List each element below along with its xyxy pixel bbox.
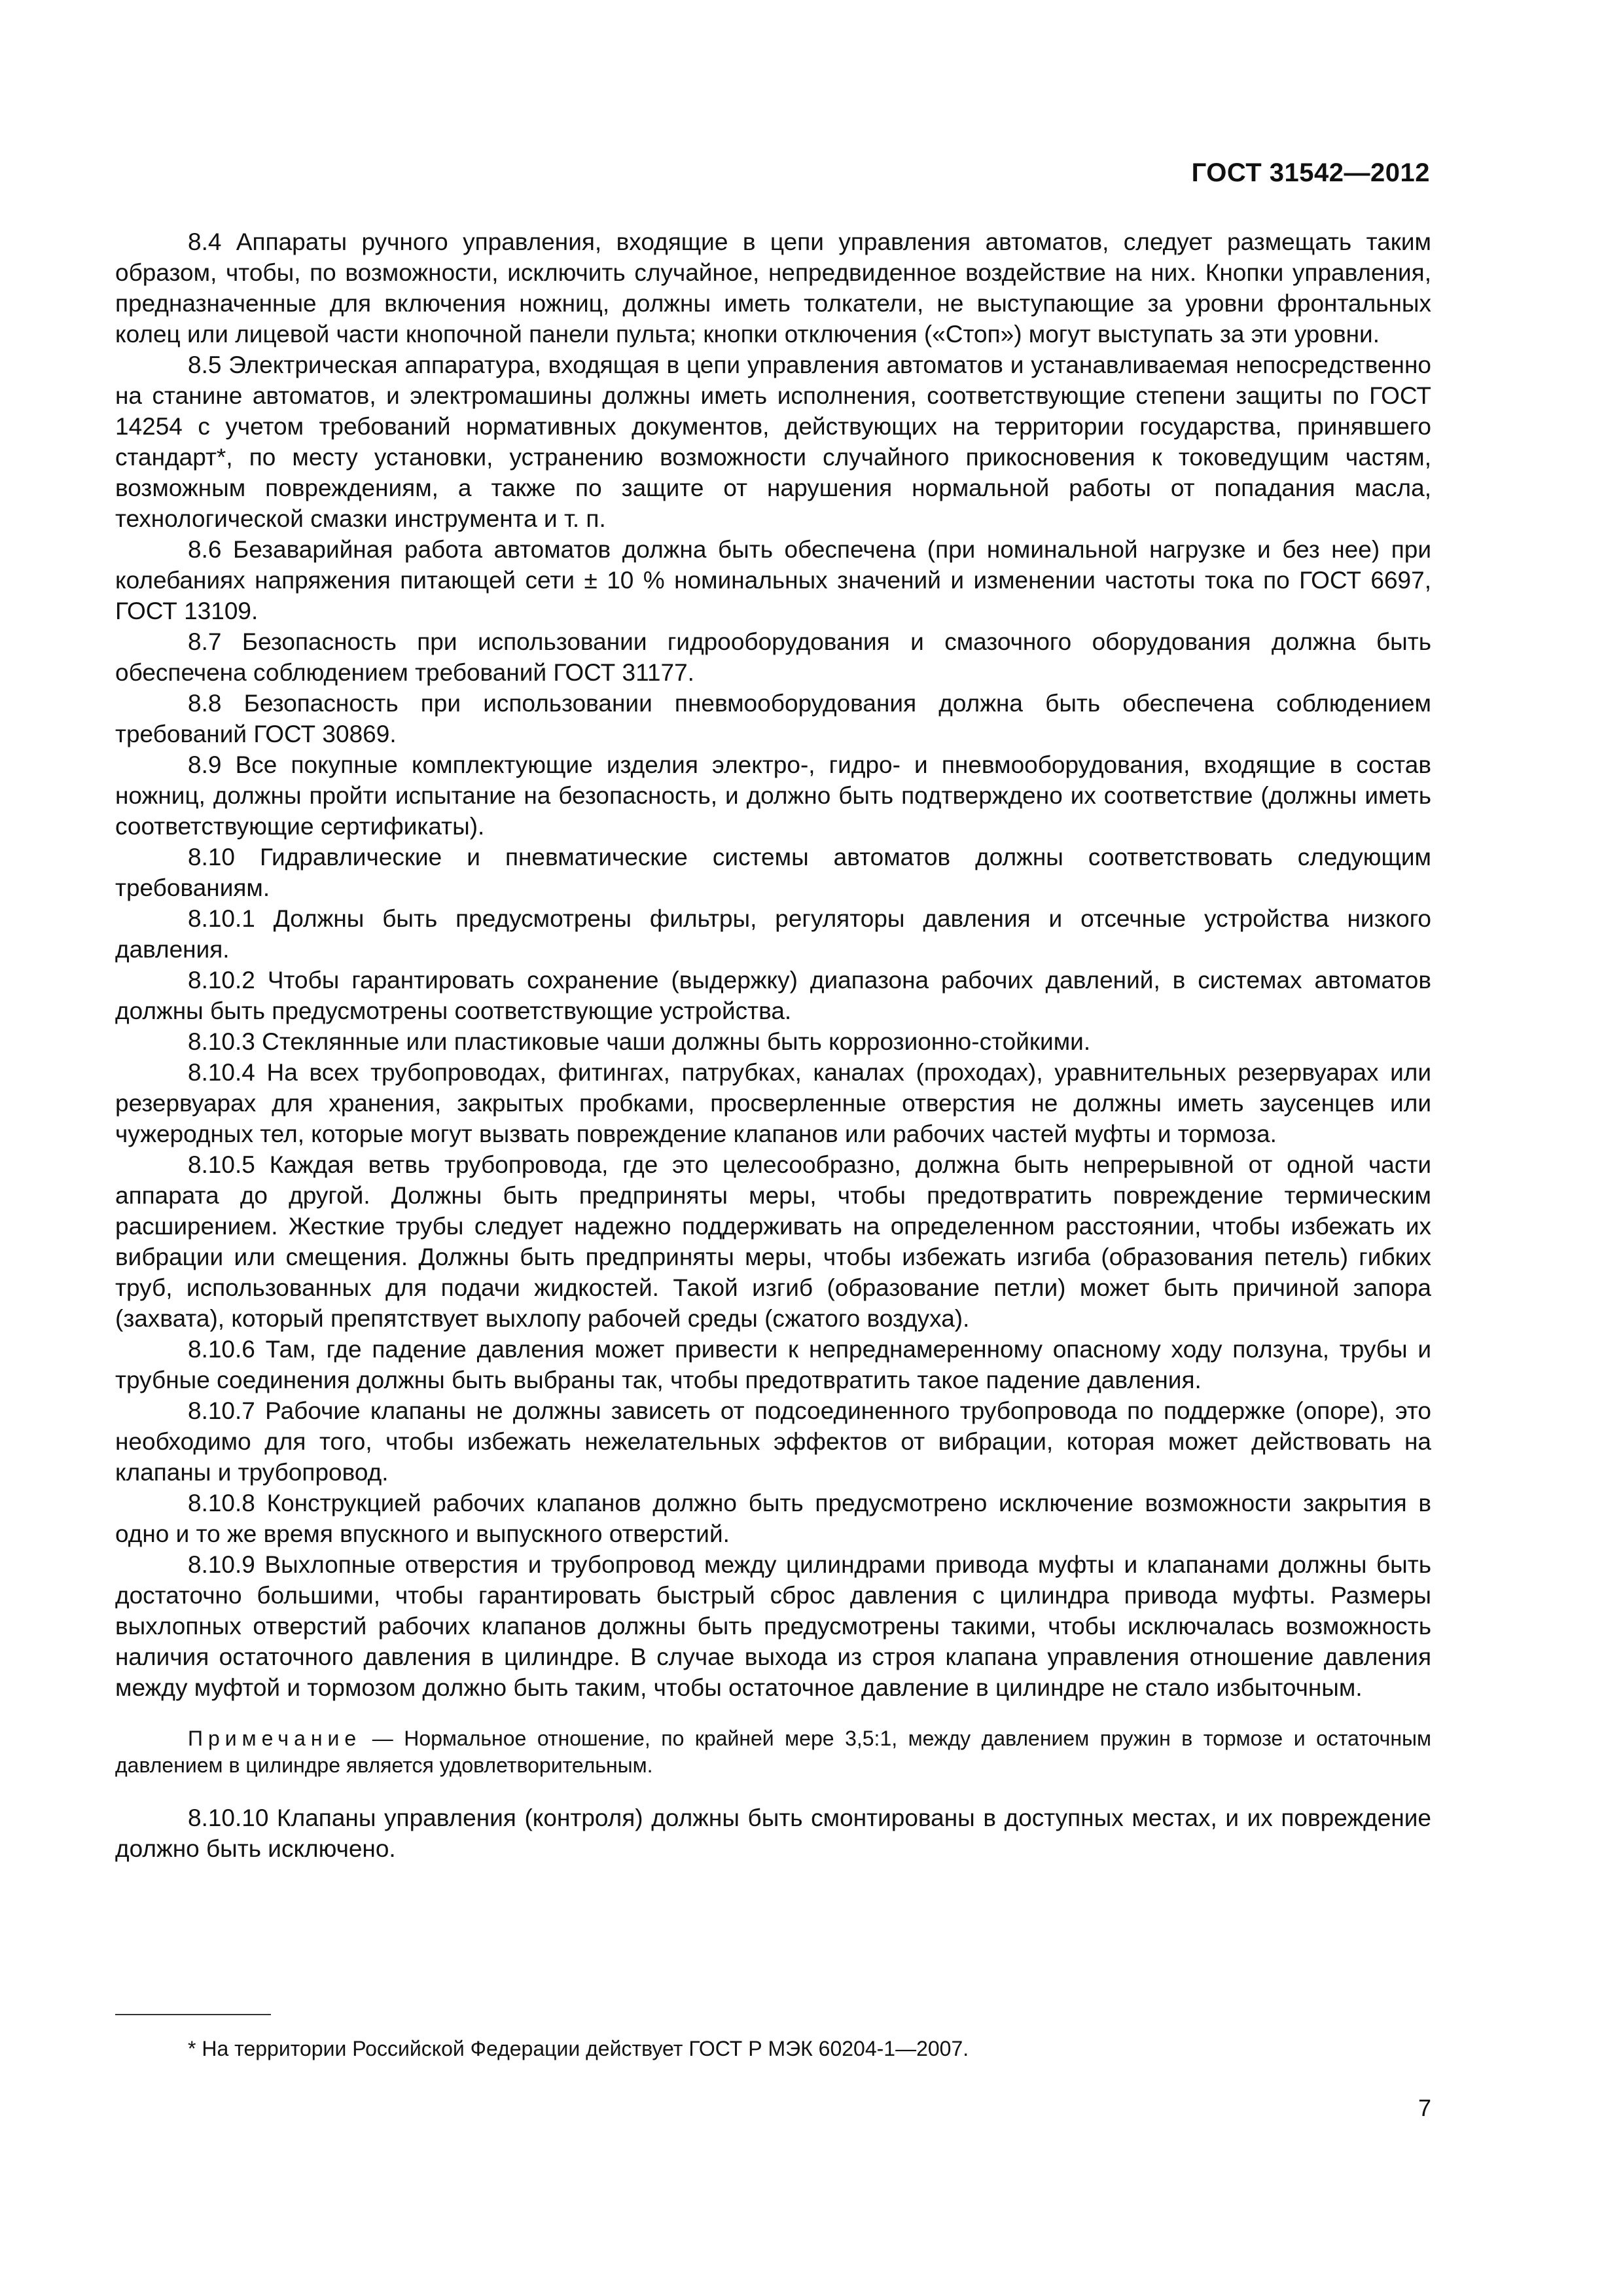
paragraph-8-10-4: 8.10.4 На всех трубопроводах, фитингах, патрубках, каналах (проходах), уравнительных резервуарах или резервуарах для хранения, закрытых пробками, просверленные отверстия не должны иметь заусенцев или чужеродных тел, которые могут вызвать повреждение клапанов или рабочих частей муфты и тормоза. [115, 1059, 1431, 1147]
footnote: * На территории Российской Федерации действует ГОСТ Р МЭК 60204-1—2007. [188, 2037, 969, 2060]
paragraph-8-7: 8.7 Безопасность при использовании гидрооборудования и смазочного оборудования должна быть обеспечена соблюдением требований ГОСТ 31177. [115, 628, 1431, 686]
paragraph-8-10-10: 8.10.10 Клапаны управления (контроля) должны быть смонтированы в доступных местах, и их повреждение должно быть исключено. [115, 1804, 1431, 1862]
paragraph-8-9: 8.9 Все покупные комплектующие изделия электро-, гидро- и пневмооборудования, входящие в состав ножниц, должны пройти испытание на безопасность, и должно быть подтверждено их соответствие (должны иметь соответствующие сертификаты). [115, 751, 1431, 840]
note [115, 1725, 1431, 1779]
paragraph-8-10-3: 8.10.3 Стеклянные или пластиковые чаши должны быть коррозионно-стойкими. [188, 1028, 1091, 1055]
paragraph-8-10-7: 8.10.7 Рабочие клапаны не должны зависеть от подсоединенного трубопровода по поддержке (опоре), это необходимо для того, чтобы избежать нежелательных эффектов от вибрации, которая может действовать на клапаны и трубопровод. [115, 1397, 1431, 1486]
paragraph-8-10-8: 8.10.8 Конструкцией рабочих клапанов должно быть предусмотрено исключение возможности закрытия в одно и то же время впускного и выпускного отверстий. [115, 1490, 1431, 1547]
paragraph-8-10-5: 8.10.5 Каждая ветвь трубопровода, где это целесообразно, должна быть непрерывной от одной части аппарата до другой. Должны быть предприняты меры, чтобы предотвратить повреждение термическим расширением. Жесткие трубы следует надежно поддерживать на определенном расстоянии, чтобы избежать их вибрации или смещения. Должны быть предприняты меры, чтобы избежать изгиба (образования петель) гибких труб, использованных для подачи жидкостей. Такой изгиб (образование петли) может быть причиной запора (захвата), который препятствует выхлопу рабочей среды (сжатого воздуха). [115, 1151, 1431, 1332]
page-number: 7 [1418, 2094, 1431, 2121]
footnote-divider [115, 2014, 271, 2015]
paragraph-8-5: 8.5 Электрическая аппаратура, входящая в цепи управления автоматов и устанавливаемая непосредственно на станине автоматов, и электромашины должны иметь исполнения, соответствующие степени защиты по ГОСТ 14254 с учетом требований нормативных документов, действующих на территории государства, принявшего стандарт*, по месту установки, устранению возможности случайного прикосновения к токоведущим частям, возможным повреждениям, а также по защите от нарушения нормальной работы от попадания масла, технологической смазки инструмента и т. п. [115, 351, 1431, 532]
paragraph-8-10-6: 8.10.6 Там, где падение давления может привести к непреднамеренному опасному ходу ползуна, трубы и трубные соединения должны быть выбраны так, чтобы предотвратить такое падение давления. [115, 1336, 1431, 1393]
paragraph-8-8: 8.8 Безопасность при использовании пневмооборудования должна быть обеспечена соблюдением требований ГОСТ 30869. [115, 690, 1431, 747]
paragraph-8-10-1: 8.10.1 Должны быть предусмотрены фильтры, регуляторы давления и отсечные устройства низкого давления. [115, 905, 1431, 963]
paragraph-8-10-2: 8.10.2 Чтобы гарантировать сохранение (выдержку) диапазона рабочих давлений, в системах автоматов должны быть предусмотрены соответствующие устройства. [115, 967, 1431, 1024]
paragraph-8-10: 8.10 Гидравлические и пневматические системы автоматов должны соответствовать следующим требованиям. [115, 844, 1431, 901]
note-label: Примечание [188, 1727, 362, 1750]
paragraph-8-10-9: 8.10.9 Выхлопные отверстия и трубопровод между цилиндрами привода муфты и клапанами должны быть достаточно большими, чтобы гарантировать быстрый сброс давления с цилиндра привода муфты. Размеры выхлопных отверстий рабочих клапанов должны быть предусмотрены такими, чтобы исключалась возможность наличия остаточного давления в цилиндре. В случае выхода из строя клапана управления отношение давления между муфтой и тормозом должно быть таким, чтобы остаточное давление в цилиндре не стало избыточным. [115, 1551, 1431, 1701]
paragraph-8-6: 8.6 Безаварийная работа автоматов должна быть обеспечена (при номинальной нагрузке и без нее) при колебаниях напряжения питающей сети ± 10 % номинальных значений и изменении частоты тока по ГОСТ 6697, ГОСТ 13109. [115, 536, 1431, 624]
note-text: — Нормальное отношение, по крайней мере 3,5:1, между давлением пружин в тормозе и остаточным давлением в цилиндре является удовлетворительным. [115, 1727, 1431, 1777]
standard-code-header: ГОСТ 31542—2012 [1191, 158, 1430, 187]
paragraph-8-4: 8.4 Аппараты ручного управления, входящие в цепи управления автоматов, следует размещать таким образом, чтобы, по возможности, исключить случайное, непредвиденное воздействие на них. Кнопки управления, предназначенные для включения ножниц, должны иметь толкатели, не выступающие за уровни фронтальных колец или лицевой части кнопочной панели пульта; кнопки отключения («Стоп») могут выступать за эти уровни. [115, 228, 1431, 348]
main-text [115, 226, 1431, 1864]
